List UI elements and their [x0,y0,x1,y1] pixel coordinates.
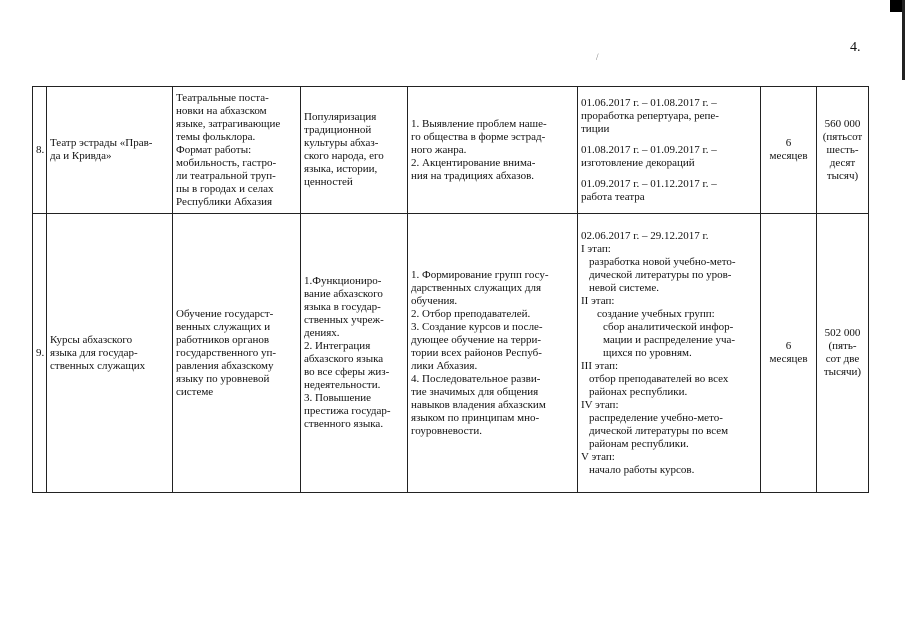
project-name [47,214,173,493]
cell-line: мобильность, гастро- [176,156,277,169]
schedule-line: 02.06.2017 г. – 29.12.2017 г. [581,229,709,242]
cell-line: ственного языка. [304,418,384,430]
cell-line: дующее обучение на терри- [411,333,542,346]
cell-line: недеятельности. [304,379,381,391]
cell-line: темы фольклора. [176,130,256,143]
schedule-line: III этап: [581,359,619,372]
project-tasks [408,214,578,493]
cell-line: месяцев [769,150,808,162]
cell-line: (пятьсот [822,130,863,143]
cell-line: ного жанра. [411,143,467,156]
cell-line: Республики Абхазия [176,195,273,208]
cell-line: 6 [785,340,792,352]
schedule-line: районам республики. [589,437,689,450]
cell-line: сот две [825,353,860,365]
cell-line: 560 000 [824,117,861,130]
schedule-line: V этап: [581,450,615,463]
schedule-line: изготовление декораций [581,156,695,169]
project-description [173,214,301,493]
cell-line: вание абхазского [304,288,383,300]
cell-line: 3. Повышение [304,392,372,404]
cell-line: ственных учреж- [304,314,384,326]
project-goal [301,214,408,493]
project-cost [817,214,869,493]
cell-line: 502 000 [824,327,861,339]
schedule-line: 01.09.2017 г. – 01.12.2017 г. – [581,177,717,190]
project-schedule [578,87,761,214]
cell-line: тысячи) [823,366,862,378]
cell-line: государственного уп- [176,346,277,359]
schedule-line: 01.06.2017 г. – 01.08.2017 г. – [581,96,717,109]
cell-line: ценностей [304,176,353,188]
cell-line: дениях. [304,327,340,339]
project-schedule [578,214,761,493]
cell-line: лики Абхазия. [411,359,478,372]
cell-line: престижа государ- [304,405,391,417]
cell-line: культуры абхаз- [304,137,379,149]
cell-line: языка в государ- [304,301,381,313]
cell-line: 6 [785,137,792,149]
schedule-line: проработка репертуара, репе- [581,109,719,122]
cell-line: Курсы абхазского [50,333,133,346]
cell-line: языку по уровневой [176,372,270,385]
cell-line: 4. Последовательное разви- [411,372,541,385]
project-duration [761,87,817,214]
cell-line: абхазского языка [304,353,384,365]
cell-line: тории всех районов Респуб- [411,346,542,359]
schedule-line: тиции [581,122,610,135]
schedule-line: сбор аналитической инфор- [603,320,734,333]
cell-line: языка, истории, [304,163,378,175]
project-goal [301,87,408,214]
project-description [173,87,301,214]
cell-line: 2. Интеграция [304,340,371,352]
cell-line: ственных служащих [50,359,146,372]
cell-line: навыков владения абхазским [411,398,546,411]
cell-line: Театральные поста- [176,91,269,104]
schedule-line: II этап: [581,294,615,307]
cell-line: 2. Акцентирование внима- [411,156,536,169]
cell-line: (пять- [828,340,857,352]
cell-line: Обучение государст- [176,307,274,320]
schedule-line: создание учебных групп: [597,307,715,320]
scan-mark: / [596,52,599,62]
cell-line: Театр эстрады «Прав- [50,137,153,149]
schedule-line: I этап: [581,242,611,255]
schedule-line: IV этап: [581,398,619,411]
schedule-line: районах республики. [589,385,688,398]
cell-line: Формат работы: [176,143,252,156]
schedule-line: дической литературы по всем [589,424,729,437]
cell-line: шесть- [826,143,859,156]
cell-line: новки на абхазском [176,104,267,117]
row-number: 8. [33,87,47,214]
table-row [33,214,869,493]
schedule-line: начало работы курсов. [589,463,695,476]
schedule-line: щихся по уровням. [603,346,692,359]
cell-line: тие значимых для общения [411,385,539,398]
row-number: 9. [33,214,47,493]
cell-line: месяцев [769,353,808,365]
cell-line: 2. Отбор преподавателей. [411,307,531,320]
cell-line: во все сферы жиз- [304,366,390,378]
schedule-line: 01.08.2017 г. – 01.09.2017 г. – [581,143,717,156]
page-number: 4. [850,40,861,55]
project-tasks [408,87,578,214]
schedule-line: работа театра [581,190,645,203]
cell-line: венных служащих и [176,320,271,333]
cell-line: 3. Создание курсов и после- [411,320,543,333]
cell-line: системе [176,385,214,398]
schedule-line: невой системе. [589,281,659,294]
cell-line: 1.Функциониро- [304,275,382,287]
cell-line: гоуровневости. [411,424,483,437]
table-row [33,87,869,214]
cell-line: ния на традициях абхазов. [411,169,535,182]
cell-line: го общества в форме эстрад- [411,130,546,143]
cell-line: работников органов [176,333,270,346]
schedule-line: разработка новой учебно-мето- [589,255,736,268]
activities-table [32,86,869,493]
cell-line: ли театральной труп- [176,169,276,182]
cell-line: традиционной [304,124,372,136]
project-duration [761,214,817,493]
cell-line: обучения. [411,294,458,307]
cell-line: равления абхазскому [176,359,274,372]
cell-line: языком по принципам мно- [411,411,540,424]
cell-line: тысяч) [826,169,859,182]
cell-line: ского народа, его [304,150,384,162]
cell-line: пы в городах и селах [176,182,274,195]
cell-line: 1. Выявление проблем наше- [411,117,547,130]
schedule-line: распределение учебно-мето- [589,411,723,424]
schedule-line: отбор преподавателей во всех [589,372,729,385]
project-name [47,87,173,214]
cell-line: дарственных служащих для [411,281,542,294]
cell-line: да и Кривда» [50,150,112,162]
cell-line: десят [829,156,856,169]
cell-line: языка для государ- [50,346,138,359]
cell-line: 1. Формирование групп госу- [411,268,549,281]
cell-line: Популяризация [304,111,377,123]
schedule-line: дической литературы по уров- [589,268,732,281]
cell-line: языке, затрагивающие [176,117,281,130]
project-cost [817,87,869,214]
schedule-line: мации и распределение уча- [603,333,736,346]
